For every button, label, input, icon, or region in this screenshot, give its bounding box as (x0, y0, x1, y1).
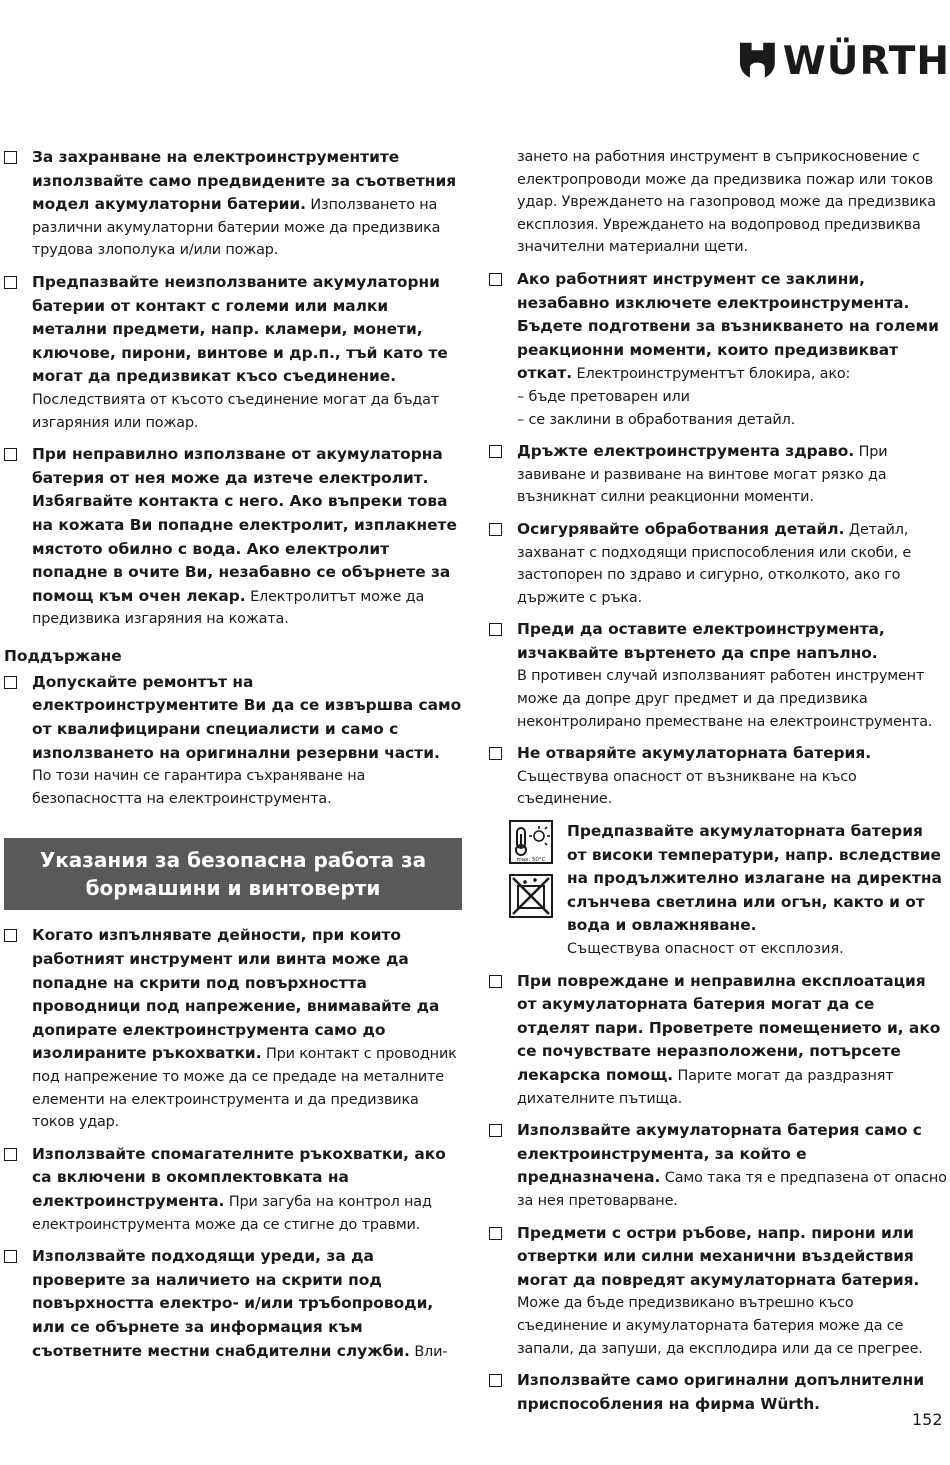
item-bold: Дръжте електроинструмента здраво. (517, 442, 855, 461)
list-item (489, 1222, 947, 1361)
wurth-logo (740, 36, 950, 86)
item-text: При загуба на контрол над електроинструмента може да се стигне до травми. (32, 1193, 432, 1233)
list-item (4, 671, 462, 811)
warning-bold: Предпазвайте акумулаторната батерия от високи температури, напр. вследствие на продължително излагане на директна слънчева светлина или огън, както и от вода и овлажняване. (567, 822, 942, 935)
list-item (489, 518, 947, 609)
checkbox-icon (489, 445, 502, 458)
item-text: При контакт с проводник под напрежение то може да се предаде на металните елементи на електроинструмента и да предизвика токов удар. (32, 1046, 457, 1131)
maintenance-heading: Поддържане (4, 646, 122, 665)
item-bold: Използвайте само оригинални допълнителни приспособления на фирма Würth. (517, 1371, 925, 1413)
item-text: Вли- (409, 1343, 448, 1360)
item-bold: Ако работният инструмент се заклини, незабавно изключете електроинструмента. Бъдете подготвени за възникването на големи реакционни моменти, които предизвикват откат. (517, 269, 939, 383)
checkbox-icon (4, 151, 17, 164)
left-column (4, 146, 462, 1372)
sub-item: – се заклини в обработвания детайл. (517, 411, 796, 428)
no-water-icon (509, 874, 553, 918)
checkbox-icon (489, 747, 502, 760)
item-text: По този начин се гарантира съхраняване на безопасността на електроинструмента. (32, 768, 366, 807)
checkbox-icon (489, 523, 502, 536)
checkbox-icon (489, 975, 502, 988)
right-column (489, 146, 947, 1425)
list-item (4, 146, 462, 262)
item-bold: Когато изпълнявате дейности, при които работният инструмент или винта може да попадне на скрити под повърхността проводници под напрежение, внимавайте да допирате електроинструмента само до изолираните ръкохватки. (32, 926, 440, 1063)
checkbox-icon (489, 623, 502, 636)
item-text: Електролитът може да предизвика изгаряния на кожата. (32, 588, 425, 628)
brand-name: WÜRTH (782, 38, 950, 84)
checkbox-icon (4, 929, 17, 942)
list-item (489, 742, 947, 811)
continuation-text: зането на работния инструмент в съприкосновение с електропроводи може да предизвика пожар или токов удар. Увреждането на газопровод може да предизвика експлозия. Увреждането на водопровод предизвиква значителни материални щети. (517, 149, 936, 256)
item-bold: Използвайте спомагателните ръкохватки, ако са включени в окомплектовката на електроинструмента. (32, 1144, 446, 1210)
item-bold: При неправилно използване от акумулаторна батерия от нея може да изтече електролит. Избягвайте контакта с него. Ако въпреки това на кожата Ви попадне електролит, изплакнете мястото обилно с вода. Ако електролит попадне в очите Ви, незабавно се обърнете за помощ към очен лекар. (32, 445, 457, 605)
item-text: Само така тя е предпазена от опасно за нея претоварване. (517, 1170, 947, 1209)
item-text: Съществува опасност от възникване на късо съединение. (517, 768, 857, 808)
checkbox-icon (489, 1124, 502, 1137)
warning-text: Съществува опасност от експлозия. (567, 941, 844, 957)
item-text: Може да бъде предизвикано вътрешно късо съединение и акумулаторната батерия може да се запали, да запуши, да експлодира или да се прегрее. (517, 1295, 923, 1357)
item-bold: Не отваряйте акумулаторната батерия. (517, 744, 872, 763)
battery-warning (489, 820, 947, 961)
max-temp-label: max. 50°C (516, 857, 546, 864)
item-text: Детайл, захванат с подходящи приспособления или скоби, е застопорен по здраво и сигурно, отколкото, ако го държите с ръка. (517, 521, 912, 606)
list-item (489, 440, 947, 509)
item-bold: Използвайте подходящи уреди, за да проверите за наличието на скрити под повърхността електро- и/или тръбопроводи, или се обърнете за информация към съответните местни снабдителни служби. (32, 1247, 434, 1360)
item-text: Последствията от късото съединение могат да бъдат изгаряния или пожар. (32, 391, 440, 431)
wurth-logo-mark-icon (740, 39, 775, 83)
item-bold: Предпазвайте неизползваните акумулаторни батерии от контакт с големи или малки метални предмети, напр. кламери, монети, ключове, пирони, винтове и др.п., тъй като те могат да предизвикат късо съединение. (32, 272, 448, 386)
section-banner: Указания за безопасна работа за бормашини и винтоверти (4, 838, 462, 910)
list-item (489, 1119, 947, 1212)
list-item (489, 1369, 947, 1416)
checkbox-icon (489, 1227, 502, 1240)
checkbox-icon (4, 1148, 17, 1161)
list-item (4, 924, 462, 1133)
item-text: Електроинструментът блокира, ако: (572, 366, 851, 383)
list-item (4, 443, 462, 631)
checkbox-icon (4, 276, 17, 289)
item-bold: Допускайте ремонтът на електроинструментите Ви да се извършва само от квалифицирани специалисти и само с използването на оригинални резервни части. (32, 672, 462, 762)
item-bold: Преди да оставите електроинструмента, изчаквайте въртенето да спре напълно. (517, 620, 885, 662)
item-bold: Осигурявайте обработвания детайл. (517, 519, 845, 538)
item-text: При завиване и развиване на винтове могат рязко да възникнат силни реакционни моменти. (517, 444, 888, 506)
item-text: В противен случай използваният работен инструмент може да допре друг предмет и да предизвика неконтролирано преместване на електроинструмента. (517, 668, 933, 730)
item-bold: Предмети с остри ръбове, напр. пирони или отвертки или силни механични въздействия могат да повредят акумулаторната батерия. (517, 1223, 920, 1289)
page-number: 152 (912, 1410, 943, 1429)
list-item (489, 268, 947, 431)
checkbox-icon (489, 273, 502, 286)
checkbox-icon (4, 676, 17, 689)
checkbox-icon (4, 1250, 17, 1263)
list-item (4, 1143, 462, 1236)
list-item (489, 970, 947, 1111)
item-bold: За захранване на електроинструментите използвайте само предвидените за съответния модел акумулаторни батерии. (32, 148, 457, 214)
checkbox-icon (489, 1374, 502, 1387)
item-bold: При повреждане и неправилна експлоатация от акумулаторната батерия могат да се отделят пари. Проветрете помещението и, ако се почувствате неразположени, потърсете лекарска помощ. (517, 971, 941, 1084)
item-bold: Използвайте акумулаторната батерия само с електроинструмента, за който е предназначена. (517, 1121, 922, 1187)
list-item (489, 618, 947, 733)
list-item (4, 1245, 462, 1363)
checkbox-icon (4, 448, 17, 461)
sub-item: – бъде претоварен или (517, 388, 690, 405)
temperature-sun-icon (509, 820, 553, 864)
item-text: Използването на различни акумулаторни батерии може да предизвика трудова злополука и/или пожар. (32, 197, 441, 259)
list-item (4, 271, 462, 434)
item-text: Парите могат да раздразнят дихателните пътища. (517, 1067, 894, 1107)
